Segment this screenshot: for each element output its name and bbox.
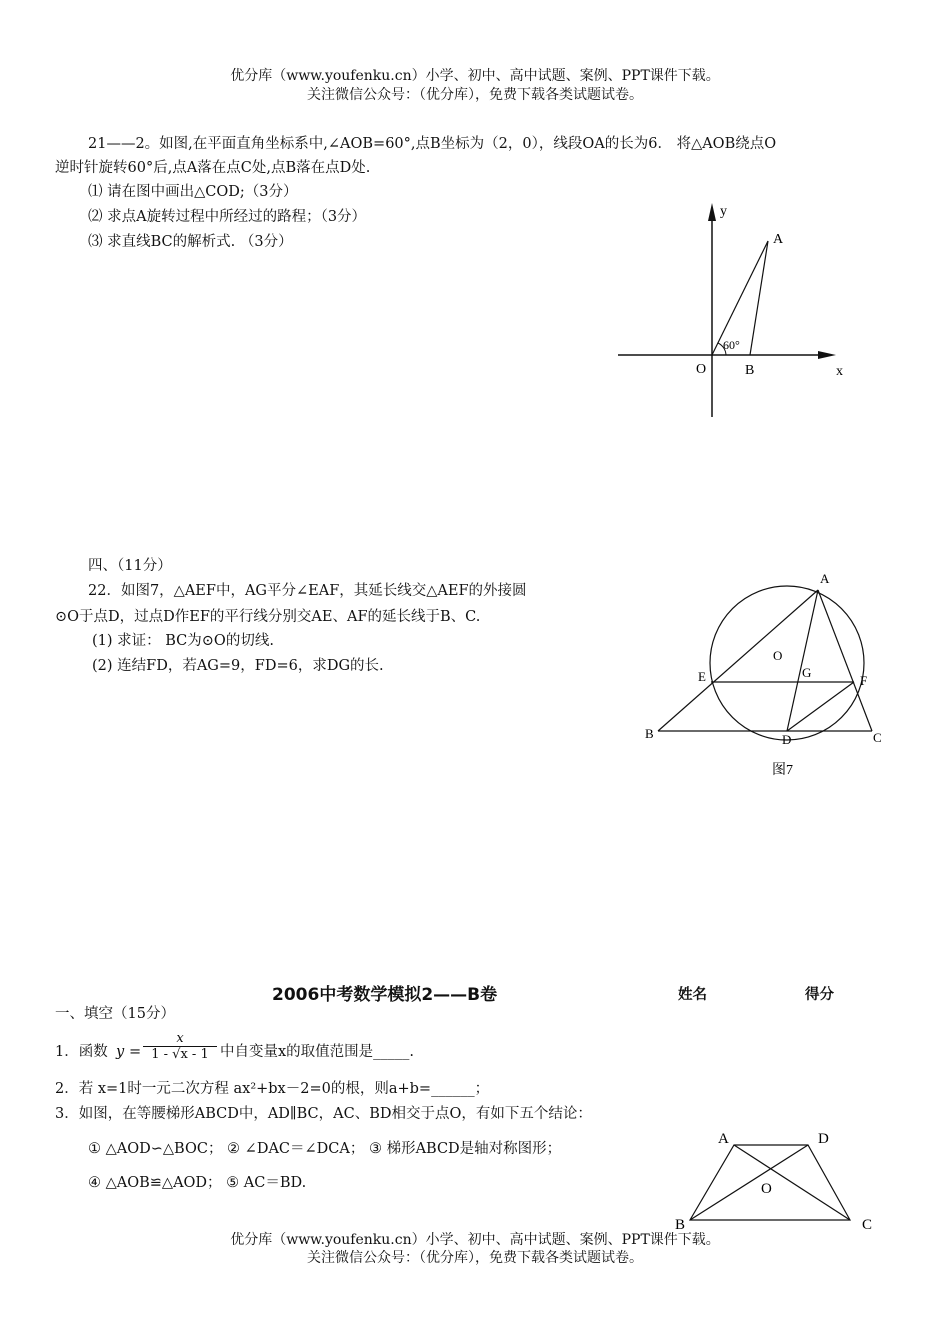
label-c: C — [862, 1217, 873, 1233]
q21-line-1: 21——2。如图,在平面直角坐标系中,∠AOB=60°,点B坐标为（2，0），线段OA的长为6． 将△AOB绕点O — [88, 136, 777, 152]
q1-fraction — [143, 1031, 217, 1062]
label-c: C — [873, 730, 882, 745]
label-b: B — [645, 726, 654, 741]
diagonal-ac — [734, 1145, 850, 1220]
section-1-heading: 一、填空（15分） — [55, 1006, 175, 1022]
q1-y: y — [116, 1044, 125, 1060]
label-e: E — [698, 669, 706, 684]
q21-coordinate-figure — [610, 195, 860, 425]
section-4-heading: 四、（11分） — [88, 558, 172, 574]
label-b: B — [675, 1217, 686, 1233]
q1-prefix: 1．函数 — [55, 1044, 108, 1060]
q1-numerator: x — [176, 1031, 184, 1046]
circle-o — [710, 586, 864, 740]
footer-line-2: 关注微信公众号：（优分库），免费下载各类试题试卷。 — [307, 1250, 643, 1266]
footer-line-1: 优分库（www.youfenku.cn）小学、初中、高中试题、案例、PPT课件下载。 — [230, 1232, 720, 1248]
label-x: x — [836, 364, 843, 379]
q22-part-2: (2) 连结FD，若AG=9，FD=6，求DG的长. — [92, 658, 384, 674]
label-f: F — [860, 673, 868, 688]
label-y: y — [720, 204, 727, 219]
label-a: A — [773, 232, 784, 247]
q21-part-1: ⑴ 请在图中画出△COD;（3分） — [88, 184, 298, 200]
header-line-2: 关注微信公众号：（优分库），免费下载各类试题试卷。 — [307, 87, 643, 103]
q1-equals: = — [129, 1044, 142, 1060]
label-o: O — [773, 648, 783, 663]
q22-line-1: 22．如图7，△AEF中，AG平分∠EAF，其延长线交△AEF的外接圆 — [88, 583, 527, 599]
segment-ab-line — [658, 590, 818, 731]
figure-caption: 图7 — [772, 763, 793, 778]
label-angle: 60° — [723, 338, 740, 352]
exam-title: 2006中考数学模拟2——B卷 — [272, 985, 498, 1005]
q1-denominator: 1 - √x - 1 — [143, 1046, 217, 1062]
name-label: 姓名 — [678, 987, 707, 1003]
q3-row-1: ① △AOD∽△BOC； ② ∠DAC＝∠DCA； ③ 梯形ABCD是轴对称图形； — [88, 1141, 562, 1157]
label-o: O — [696, 362, 707, 377]
segment-fd-line — [787, 682, 854, 731]
q22-circle-figure — [640, 568, 900, 783]
label-d: D — [782, 732, 792, 747]
q22-line-2: ⊙O于点D，过点D作EF的平行线分别交AE、AF的延长线于B、C. — [55, 609, 481, 625]
q21-part-3: ⑶ 求直线BC的解析式. （3分） — [88, 234, 293, 250]
label-g: G — [802, 665, 812, 680]
q3-trapezoid-figure — [672, 1125, 882, 1235]
q2-text: 2．若 x=1时一元二次方程 ax²+bx－2=0的根，则a+b=______； — [55, 1081, 490, 1097]
label-b: B — [745, 363, 755, 378]
label-a: A — [718, 1131, 729, 1147]
segment-ad-line — [787, 590, 818, 731]
q1-suffix: 中自变量x的取值范围是_____. — [220, 1044, 415, 1060]
y-axis-arrow-icon — [708, 203, 716, 221]
score-label: 得分 — [805, 987, 834, 1003]
header-line-1: 优分库（www.youfenku.cn）小学、初中、高中试题、案例、PPT课件下载。 — [230, 68, 720, 84]
label-o: O — [761, 1181, 772, 1197]
q22-part-1: (1) 求证： BC为⊙O的切线. — [92, 633, 274, 649]
q21-line-2: 逆时针旋转60°后,点A落在点C处,点B落在点D处. — [55, 160, 371, 176]
q3-text: 3．如图，在等腰梯形ABCD中，AD∥BC，AC、BD相交于点O，有如下五个结论： — [55, 1106, 592, 1122]
q3-row-2: ④ △AOB≌△AOD； ⑤ AC＝BD. — [88, 1175, 307, 1191]
q21-part-2: ⑵ 求点A旋转过程中所经过的路程；（3分） — [88, 209, 367, 225]
label-d: D — [818, 1131, 829, 1147]
x-axis-arrow-icon — [818, 351, 836, 359]
label-a: A — [820, 571, 830, 586]
diagonal-bd — [690, 1145, 808, 1220]
